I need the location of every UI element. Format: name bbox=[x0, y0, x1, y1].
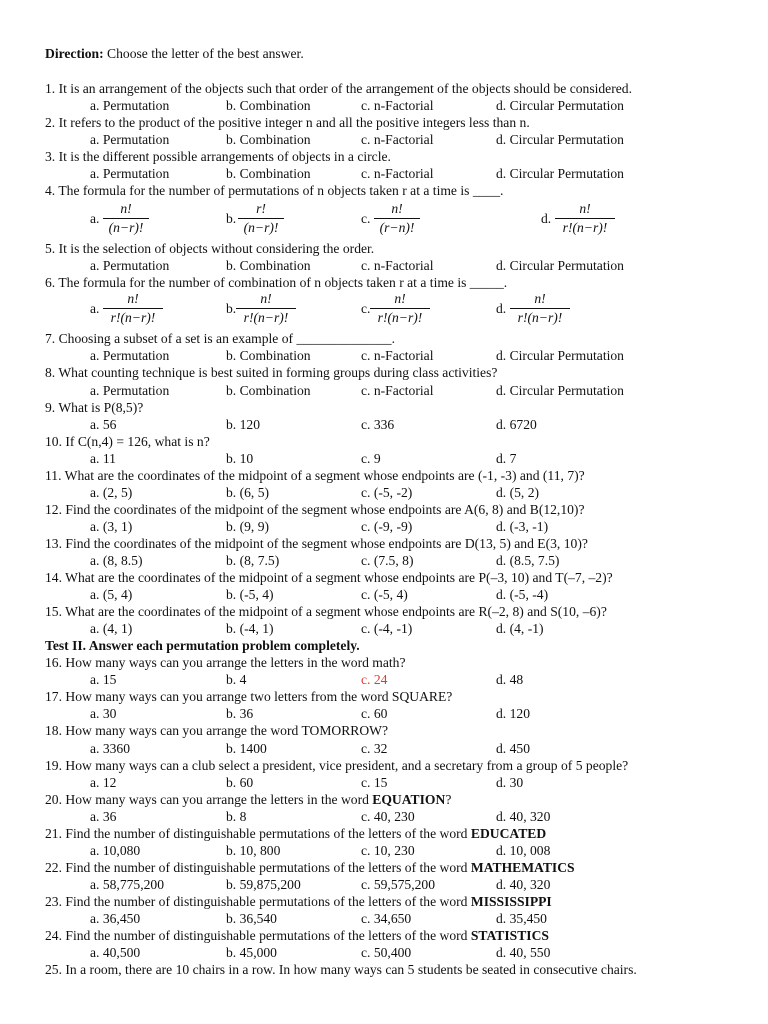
option-d: d. Circular Permutation bbox=[496, 98, 624, 113]
option-d-fraction bbox=[510, 291, 570, 329]
question-24-options bbox=[0, 944, 768, 961]
option-c: c. 15 bbox=[361, 775, 388, 790]
option-d: d. (-3, -1) bbox=[496, 519, 549, 534]
option-a: a. (8, 8.5) bbox=[90, 553, 143, 568]
question-10 bbox=[0, 433, 768, 450]
option-a: a. Permutation bbox=[90, 98, 170, 113]
option-b: b. Combination bbox=[226, 383, 311, 398]
question-17-options bbox=[0, 705, 768, 722]
option-a-label: a. bbox=[90, 211, 100, 226]
question-14-options bbox=[0, 586, 768, 603]
option-a: a. 30 bbox=[90, 706, 117, 721]
question-10-options bbox=[0, 450, 768, 467]
question-text: 20. How many ways can you arrange the letters in the word bbox=[45, 792, 373, 807]
denominator: r!(n−r)! bbox=[370, 308, 430, 326]
option-d: d. (-5, -4) bbox=[496, 587, 549, 602]
question-4 bbox=[0, 182, 768, 199]
option-c: c. 32 bbox=[361, 741, 388, 756]
option-c: c. (-5, 4) bbox=[361, 587, 408, 602]
option-d: d. 30 bbox=[496, 775, 524, 790]
option-d-label: d. bbox=[496, 301, 507, 316]
question-8-options bbox=[0, 382, 768, 399]
option-c: c. 10, 230 bbox=[361, 843, 415, 858]
option-a: a. Permutation bbox=[90, 166, 170, 181]
option-b-label: b. bbox=[226, 301, 237, 316]
question-text: 18. How many ways can you arrange the word TOMORROW? bbox=[45, 723, 389, 738]
question-14 bbox=[0, 569, 768, 586]
question-text: 7. Choosing a subset of a set is an example of ______________. bbox=[45, 331, 395, 346]
option-a: a. 40,500 bbox=[90, 945, 141, 960]
option-b: b. 4 bbox=[226, 672, 247, 687]
numerator: n! bbox=[534, 291, 546, 306]
option-b-fraction bbox=[236, 291, 296, 329]
denominator: (r−n)! bbox=[374, 218, 420, 236]
question-text: 3. It is the different possible arrangements of objects in a circle. bbox=[45, 149, 391, 164]
numerator: n! bbox=[260, 291, 272, 306]
option-a: a. (5, 4) bbox=[90, 587, 133, 602]
question-13 bbox=[0, 535, 768, 552]
question-19-options bbox=[0, 774, 768, 791]
option-b: b. 8 bbox=[226, 809, 247, 824]
question-9-options bbox=[0, 416, 768, 433]
option-c: c. (7.5, 8) bbox=[361, 553, 414, 568]
question-2-options bbox=[0, 131, 768, 148]
question-19 bbox=[0, 757, 768, 774]
question-3 bbox=[0, 148, 768, 165]
option-b: b. Combination bbox=[226, 132, 311, 147]
option-d: d. Circular Permutation bbox=[496, 383, 624, 398]
option-a: a. 56 bbox=[90, 417, 117, 432]
option-a: a. (3, 1) bbox=[90, 519, 133, 534]
question-16-options bbox=[0, 671, 768, 688]
option-a-fraction bbox=[103, 201, 149, 239]
option-c-label: c. bbox=[361, 301, 371, 316]
option-a: a. (4, 1) bbox=[90, 621, 133, 636]
option-a: a. 10,080 bbox=[90, 843, 141, 858]
option-a: a. Permutation bbox=[90, 258, 170, 273]
option-d: d. Circular Permutation bbox=[496, 166, 624, 181]
denominator: (n−r)! bbox=[103, 218, 149, 236]
question-18 bbox=[0, 722, 768, 739]
question-24 bbox=[0, 927, 768, 944]
question-text: 21. Find the number of distinguishable permutations of the letters of the word bbox=[45, 826, 471, 841]
option-c: c. n-Factorial bbox=[361, 166, 434, 181]
option-c: c. 336 bbox=[361, 417, 395, 432]
option-d: d. 120 bbox=[496, 706, 530, 721]
option-d: d. Circular Permutation bbox=[496, 258, 624, 273]
question-17 bbox=[0, 688, 768, 705]
option-a: a. 36 bbox=[90, 809, 117, 824]
question-12 bbox=[0, 501, 768, 518]
direction-label: Direction: bbox=[45, 46, 104, 61]
option-a: a. (2, 5) bbox=[90, 485, 133, 500]
option-d: d. 48 bbox=[496, 672, 524, 687]
question-21-options bbox=[0, 842, 768, 859]
question-text: 13. Find the coordinates of the midpoint of the segment whose endpoints are D(13, 5) and E(3, 10)? bbox=[45, 536, 588, 551]
question-20 bbox=[0, 791, 768, 808]
question-11 bbox=[0, 467, 768, 484]
question-text: 12. Find the coordinates of the midpoint of the segment whose endpoints are A(6, 8) and B(12,10)? bbox=[45, 502, 585, 517]
question-text: 10. If C(n,4) = 126, what is n? bbox=[45, 434, 210, 449]
question-12-options bbox=[0, 518, 768, 535]
option-a: a. 12 bbox=[90, 775, 117, 790]
question-22-options bbox=[0, 876, 768, 893]
question-11-options bbox=[0, 484, 768, 501]
question-6-options bbox=[0, 291, 768, 331]
option-c-fraction bbox=[374, 201, 420, 239]
question-7 bbox=[0, 330, 768, 347]
option-d-label: d. bbox=[541, 211, 552, 226]
question-2 bbox=[0, 114, 768, 131]
option-c-highlighted: c. 24 bbox=[361, 672, 388, 687]
numerator: n! bbox=[579, 201, 591, 216]
option-d: d. 7 bbox=[496, 451, 517, 466]
numerator: n! bbox=[391, 201, 403, 216]
option-a: a. 3360 bbox=[90, 741, 131, 756]
option-c: c. (-9, -9) bbox=[361, 519, 413, 534]
option-a-fraction bbox=[103, 291, 163, 329]
option-d-fraction bbox=[555, 201, 615, 239]
denominator: r!(n−r)! bbox=[510, 308, 570, 326]
numerator: n! bbox=[120, 201, 132, 216]
option-a: a. Permutation bbox=[90, 348, 170, 363]
option-c-label: c. bbox=[361, 211, 371, 226]
option-b: b. 10 bbox=[226, 451, 254, 466]
option-a: a. 11 bbox=[90, 451, 116, 466]
question-word: EQUATION bbox=[372, 792, 446, 807]
option-b: b. (8, 7.5) bbox=[226, 553, 280, 568]
option-b: b. 36 bbox=[226, 706, 254, 721]
question-text: 15. What are the coordinates of the midpoint of a segment whose endpoints are R(–2, 8) and S(10, –6)? bbox=[45, 604, 607, 619]
question-text: 2. It refers to the product of the positive integer n and all the positive integers less than n. bbox=[45, 115, 530, 130]
question-3-options bbox=[0, 165, 768, 182]
option-d: d. (5, 2) bbox=[496, 485, 540, 500]
question-23-options bbox=[0, 910, 768, 927]
option-a: a. 15 bbox=[90, 672, 117, 687]
question-6 bbox=[0, 274, 768, 291]
question-text: 22. Find the number of distinguishable permutations of the letters of the word bbox=[45, 860, 471, 875]
option-d: d. 40, 320 bbox=[496, 809, 551, 824]
option-d: d. 35,450 bbox=[496, 911, 547, 926]
numerator: n! bbox=[394, 291, 406, 306]
option-a: a. 58,775,200 bbox=[90, 877, 165, 892]
option-c: c. n-Factorial bbox=[361, 258, 434, 273]
question-text: 25. In a room, there are 10 chairs in a row. In how many ways can 5 students be seated in consecutive chairs. bbox=[45, 962, 637, 977]
question-text-end: ? bbox=[445, 792, 452, 807]
question-word: MISSISSIPPI bbox=[470, 894, 552, 909]
direction-text: Choose the letter of the best answer. bbox=[103, 46, 304, 61]
numerator: n! bbox=[127, 291, 139, 306]
question-text: 6. The formula for the number of combination of n objects taken r at a time is _____. bbox=[45, 275, 508, 290]
option-c: c. 34,650 bbox=[361, 911, 412, 926]
question-9 bbox=[0, 399, 768, 416]
question-21 bbox=[0, 825, 768, 842]
question-word: STATISTICS bbox=[470, 928, 549, 943]
question-text: 4. The formula for the number of permutations of n objects taken r at a time is ____. bbox=[45, 183, 504, 198]
option-c: c. 50,400 bbox=[361, 945, 412, 960]
question-text: 8. What counting technique is best suited in forming groups during class activities? bbox=[45, 365, 498, 380]
option-a: a. 36,450 bbox=[90, 911, 141, 926]
option-c: c. (-5, -2) bbox=[361, 485, 413, 500]
question-text: 5. It is the selection of objects without considering the order. bbox=[45, 241, 375, 256]
option-a-label: a. bbox=[90, 301, 100, 316]
option-d: d. Circular Permutation bbox=[496, 348, 624, 363]
question-5-options bbox=[0, 257, 768, 274]
option-c: c. n-Factorial bbox=[361, 98, 434, 113]
option-b-fraction bbox=[238, 201, 284, 239]
option-a: a. Permutation bbox=[90, 132, 170, 147]
option-d: d. (4, -1) bbox=[496, 621, 544, 636]
question-25 bbox=[0, 961, 768, 978]
option-d: d. 450 bbox=[496, 741, 530, 756]
question-18-options bbox=[0, 740, 768, 757]
question-1-options bbox=[0, 97, 768, 114]
question-text: 23. Find the number of distinguishable permutations of the letters of the word bbox=[45, 894, 471, 909]
question-7-options bbox=[0, 347, 768, 364]
question-text: 14. What are the coordinates of the midpoint of a segment whose endpoints are P(–3, 10) and T(–7, –2)? bbox=[45, 570, 613, 585]
question-4-options bbox=[0, 201, 768, 241]
option-b: b. (-5, 4) bbox=[226, 587, 274, 602]
question-text: 24. Find the number of distinguishable permutations of the letters of the word bbox=[45, 928, 471, 943]
question-5 bbox=[0, 240, 768, 257]
question-16 bbox=[0, 654, 768, 671]
option-c: c. 60 bbox=[361, 706, 388, 721]
question-20-options bbox=[0, 808, 768, 825]
option-b: b. Combination bbox=[226, 166, 311, 181]
option-c: c. 40, 230 bbox=[361, 809, 415, 824]
option-b: b. 1400 bbox=[226, 741, 267, 756]
question-13-options bbox=[0, 552, 768, 569]
test-2-header: Test II. Answer each permutation problem completely. bbox=[45, 638, 360, 653]
option-b: b. 60 bbox=[226, 775, 254, 790]
question-15 bbox=[0, 603, 768, 620]
question-8 bbox=[0, 364, 768, 381]
option-b: b. 45,000 bbox=[226, 945, 277, 960]
option-b: b. Combination bbox=[226, 258, 311, 273]
question-22 bbox=[0, 859, 768, 876]
option-b: b. 10, 800 bbox=[226, 843, 281, 858]
option-d: d. 10, 008 bbox=[496, 843, 551, 858]
option-c: c. n-Factorial bbox=[361, 132, 434, 147]
option-c: c. 59,575,200 bbox=[361, 877, 436, 892]
question-text: 11. What are the coordinates of the midpoint of a segment whose endpoints are (-1, -3) and (11, 7)? bbox=[45, 468, 585, 483]
option-b: b. Combination bbox=[226, 98, 311, 113]
option-b: b. 36,540 bbox=[226, 911, 277, 926]
option-d: d. 40, 320 bbox=[496, 877, 551, 892]
numerator: r! bbox=[256, 201, 266, 216]
question-word: MATHEMATICS bbox=[470, 860, 575, 875]
option-c: c. 9 bbox=[361, 451, 381, 466]
test-2-header-line bbox=[0, 637, 768, 654]
option-d: d. Circular Permutation bbox=[496, 132, 624, 147]
question-text: 17. How many ways can you arrange two letters from the word SQUARE? bbox=[45, 689, 453, 704]
question-15-options bbox=[0, 620, 768, 637]
option-c: c. n-Factorial bbox=[361, 383, 434, 398]
question-text: 9. What is P(8,5)? bbox=[45, 400, 144, 415]
question-word: EDUCATED bbox=[470, 826, 547, 841]
option-d: d. 6720 bbox=[496, 417, 537, 432]
option-b-label: b. bbox=[226, 211, 237, 226]
option-b: b. 120 bbox=[226, 417, 260, 432]
question-23 bbox=[0, 893, 768, 910]
option-c: c. (-4, -1) bbox=[361, 621, 413, 636]
denominator: r!(n−r)! bbox=[236, 308, 296, 326]
option-b: b. Combination bbox=[226, 348, 311, 363]
option-a: a. Permutation bbox=[90, 383, 170, 398]
denominator: r!(n−r)! bbox=[555, 218, 615, 236]
option-b: b. (6, 5) bbox=[226, 485, 270, 500]
question-text: 16. How many ways can you arrange the letters in the word math? bbox=[45, 655, 406, 670]
option-b: b. 59,875,200 bbox=[226, 877, 301, 892]
option-b: b. (-4, 1) bbox=[226, 621, 274, 636]
option-d: d. (8.5, 7.5) bbox=[496, 553, 560, 568]
question-1 bbox=[0, 80, 768, 97]
direction-line bbox=[0, 45, 768, 62]
option-c: c. n-Factorial bbox=[361, 348, 434, 363]
option-c-fraction bbox=[370, 291, 430, 329]
question-text: 1. It is an arrangement of the objects such that order of the arrangement of the objects should be considered. bbox=[45, 81, 632, 96]
option-b: b. (9, 9) bbox=[226, 519, 270, 534]
denominator: (n−r)! bbox=[238, 218, 284, 236]
question-text: 19. How many ways can a club select a president, vice president, and a secretary from a group of 5 people? bbox=[45, 758, 629, 773]
option-d: d. 40, 550 bbox=[496, 945, 551, 960]
denominator: r!(n−r)! bbox=[103, 308, 163, 326]
